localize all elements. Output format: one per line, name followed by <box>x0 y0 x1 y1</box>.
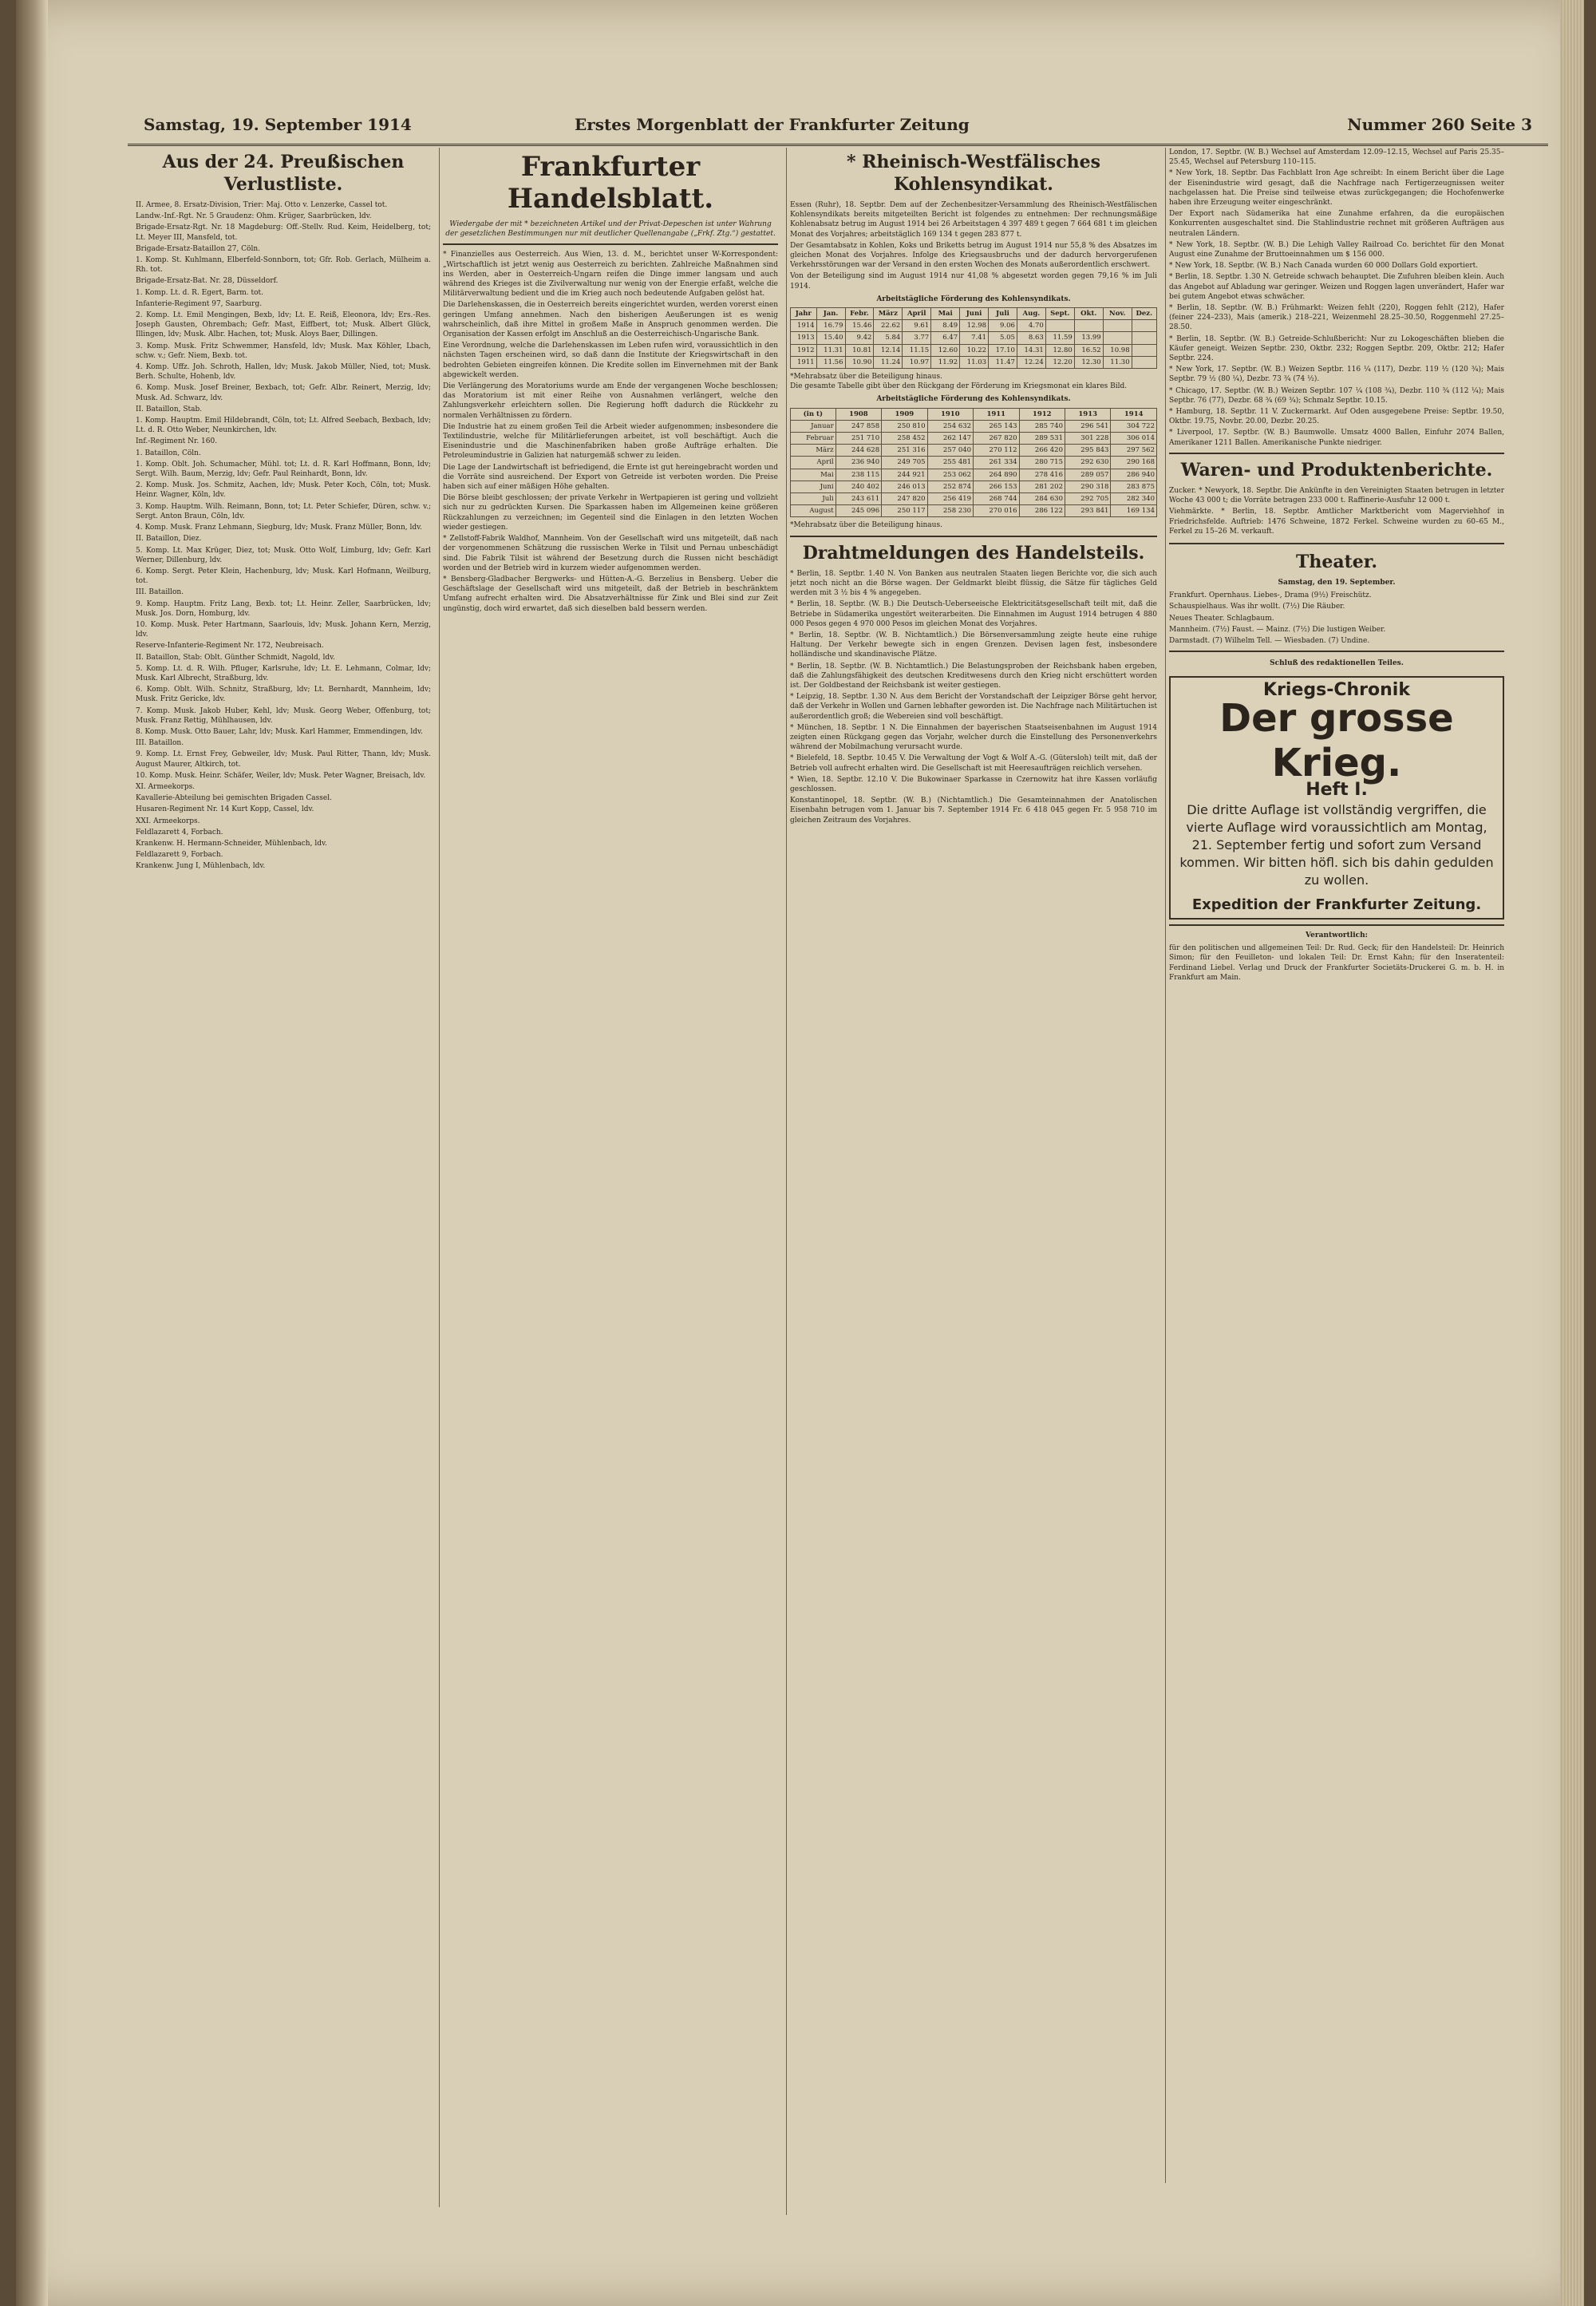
table-header-cell: Juli <box>989 308 1017 320</box>
table-cell: 296 541 <box>1065 420 1110 432</box>
theater-listing: Mannheim. (7½) Faust. — Mainz. (7½) Die lustigen Weiber. <box>1169 625 1386 634</box>
wire-report: * Wien, 18. Septbr. 12.10 V. Die Bukowinaer Sparkasse in Czernowitz hat ihre Kassen vorläufig geschlossen. <box>790 775 1157 793</box>
table-cell: 265 143 <box>974 420 1019 432</box>
table-cell: 262 147 <box>927 433 973 445</box>
table-cell <box>1103 320 1132 332</box>
theater-date: Samstag, den 19. September. <box>1278 578 1396 587</box>
goods-reports-title: Waren- und Produktenberichte. <box>1180 459 1493 481</box>
theater-listings <box>1169 591 1504 646</box>
casualty-entry: Krankenw. Jung I, Mühlenbach, ldv. <box>136 862 266 871</box>
casualty-entry: 4. Komp. Musk. Franz Lehmann, Siegburg, ldv; Musk. Franz Müller, Bonn, ldv. <box>136 524 422 532</box>
table-cell: 3.77 <box>903 332 931 344</box>
theater-listing: Neues Theater. Schlagbaum. <box>1169 614 1274 623</box>
table2-caption: Arbeitstägliche Förderung des Kohlensyndikats. <box>876 395 1071 404</box>
table-cell: 11.47 <box>989 356 1017 368</box>
table-cell: 13.99 <box>1074 332 1103 344</box>
table-cell: 282 340 <box>1111 493 1157 505</box>
table-cell: 286 940 <box>1111 469 1157 481</box>
wire-reports-title: Drahtmeldungen des Handelsteils. <box>802 542 1145 564</box>
article-paragraph: Die Verlängerung des Moratoriums wurde am Ende der vergangenen Woche beschlossen; das Moratorium ist mit einer Reihe von Ausnahmen verlängert, welche den Zahlungsverkehr erleichtern sollen. Die Regierung hofft dadurch die Rückkehr zu normalen Verhältnissen zu fördern. <box>443 382 778 420</box>
market-report: * Chicago, 17. Septbr. (W. B.) Weizen Septbr. 107 ¼ (108 ¾), Dezbr. 110 ¾ (112 ¼); Mais Septbr. 76 (77), Dezbr. 68 ¾ (69 ¾); Schmalz Septbr. 10.15. <box>1169 386 1504 405</box>
table-header-cell: April <box>903 308 931 320</box>
table-cell: 10.22 <box>960 344 989 356</box>
table-cell: 250 810 <box>882 420 927 432</box>
ad-line1: Kriegs-Chronik <box>1263 680 1410 701</box>
wire-report: * Berlin, 18. Septbr. (W. B. Nichtamtlich.) Die Belastungsproben der Reichsbank haben ergeben, daß die Zahlungsfähigkeit des deutschen Kreditwesens durch den Krieg nicht erschüttert worden ist. Der Goldbestand der Reichsbank ist weiter gestiegen. <box>790 662 1157 690</box>
table-cell: 11.56 <box>816 356 845 368</box>
market-report: London, 17. Septbr. (W. B.) Wechsel auf Amsterdam 12.09–12.15, Wechsel auf Paris 25.35–25.45, Wechsel auf Petersburg 110–115. <box>1169 148 1504 167</box>
responsible-title: Verantwortlich: <box>1306 931 1368 939</box>
table-cell: 17.10 <box>989 344 1017 356</box>
table-cell: April <box>791 457 836 469</box>
table-cell: 11.24 <box>874 356 903 368</box>
table-row <box>791 320 1157 332</box>
table-cell: 1912 <box>791 344 817 356</box>
table-cell: 268 744 <box>974 493 1019 505</box>
table-cell: 292 705 <box>1065 493 1110 505</box>
casualty-entry: 10. Komp. Musk. Peter Hartmann, Saarlouis, ldv; Musk. Johann Kern, Merzig, ldv. <box>136 620 431 639</box>
table-header-cell: 1909 <box>882 408 927 420</box>
theater-listing: Schauspielhaus. Was ihr wollt. (7½) Die Räuber. <box>1169 603 1345 611</box>
casualty-entry: 1. Komp. Lt. d. R. Egert, Barm. tot. <box>136 288 264 297</box>
casualty-entry: Brigade-Ersatz-Bataillon 27, Cöln. <box>136 244 260 253</box>
table-cell: 250 117 <box>882 505 927 517</box>
coal-syndicate-body <box>790 200 1157 291</box>
table-cell: 10.97 <box>903 356 931 368</box>
table-cell: 5.05 <box>989 332 1017 344</box>
table-cell: 12.98 <box>960 320 989 332</box>
column-markets <box>1169 148 1504 2199</box>
wire-report: * Berlin, 18. Septbr. (W. B.) Die Deutsch-Ueberseeische Elektricitätsgesellschaft teilt mit, daß die Betriebe in Südamerika ungestört weiterarbeiten. Die Einnahmen im August 1914 betrugen 4 880 000 Pesos gegen 4 970 000 Pesos im gleichen Monat des Vorjahres. <box>790 600 1157 628</box>
table-cell: 258 230 <box>927 505 973 517</box>
ad-body: Die dritte Auflage ist vollständig vergriffen, die vierte Auflage wird voraussichtlich am Montag, 21. September fertig und sofort zum Versand kommen. Wir bitten höfl. sich bis dahin gedulden zu wollen. <box>1179 801 1494 888</box>
table-cell: 22.62 <box>874 320 903 332</box>
table-cell: 266 420 <box>1019 445 1065 457</box>
table-cell: 12.14 <box>874 344 903 356</box>
advertisement-kriegs-chronik <box>1169 676 1504 920</box>
table-row <box>791 493 1157 505</box>
table-cell: 15.46 <box>845 320 874 332</box>
table-header-cell: 1911 <box>974 408 1019 420</box>
table-cell: 7.41 <box>960 332 989 344</box>
table-cell: 240 402 <box>836 481 881 492</box>
column-coal-syndicate <box>790 148 1166 2183</box>
table-cell: 9.06 <box>989 320 1017 332</box>
table-cell: 249 705 <box>882 457 927 469</box>
casualty-entry: II. Bataillon, Stab: Oblt. Günther Schmidt, Nagold, ldv. <box>136 653 336 662</box>
table-row <box>791 445 1157 457</box>
table-cell: 238 115 <box>836 469 881 481</box>
table-header-cell: 1908 <box>836 408 881 420</box>
casualty-entry: 9. Komp. Hauptm. Fritz Lang, Bexb. tot; Lt. Heinr. Zeller, Saarbrücken, ldv; Musk. Jos. Dorn, Homburg, ldv. <box>136 599 431 618</box>
casualty-entry: 5. Komp. Lt. Max Krüger, Diez, tot; Musk. Otto Wolf, Limburg, ldv; Gefr. Karl Werner, Dillenburg, ldv. <box>136 546 431 564</box>
table-cell: 8.49 <box>931 320 960 332</box>
table-cell: 252 874 <box>927 481 973 492</box>
table-cell: 1914 <box>791 320 817 332</box>
market-report: Der Export nach Südamerika hat eine Zunahme erfahren, da die europäischen Konkurrenten ausgeschaltet sind. Die Stahlindustrie rechnet mit größeren Aufträgen aus neutralen Ländern. <box>1169 210 1504 238</box>
wire-report: * München, 18. Septbr. 1 N. Die Einnahmen der bayerischen Staatseisenbahnen im August 1914 zeigten einen Rückgang gegen das Vorjahr, welcher durch die Einstellung des Personenverkehrs während der Mobilmachung verursacht wurde. <box>790 723 1157 752</box>
book-binding <box>16 0 48 2306</box>
casualty-entry: Infanterie-Regiment 97, Saarburg. <box>136 299 263 308</box>
casualty-entry: III. Bataillon. <box>136 739 184 748</box>
casualty-entry: XI. Armeekorps. <box>136 782 196 791</box>
table-cell: 258 452 <box>882 433 927 445</box>
table-header-cell: Dez. <box>1132 308 1156 320</box>
casualty-entry: 7. Komp. Musk. Jakob Huber, Kehl, ldv; Musk. Georg Weber, Offenburg, tot; Musk. Franz Rettig, Mühlhausen, ldv. <box>136 706 431 725</box>
table-header-row <box>791 408 1157 420</box>
table-cell: Mai <box>791 469 836 481</box>
casualty-entry: XXI. Armeekorps. <box>136 817 200 825</box>
casualty-entry: II. Bataillon, Stab. <box>136 405 203 413</box>
table-header-cell: Aug. <box>1017 308 1045 320</box>
table-cell: 295 843 <box>1065 445 1110 457</box>
casualty-entry: 8. Komp. Musk. Otto Bauer, Lahr, ldv; Musk. Karl Hammer, Emmendingen, ldv. <box>136 727 423 736</box>
goods-report: Viehmärkte. * Berlin, 18. Septbr. Amtlicher Marktbericht vom Magerviehhof in Friedrichsfelde. Auftrieb: 1476 Schweine, 1872 Ferkel. Schweine wurden zu 60–65 M., Ferkel zu 15–26 M. verkauft. <box>1169 508 1504 536</box>
casualty-entry: 2. Komp. Musk. Jos. Schmitz, Aachen, ldv; Musk. Peter Koch, Cöln, tot; Musk. Heinr. Wagner, Köln, ldv. <box>136 481 431 500</box>
table-cell: 9.61 <box>903 320 931 332</box>
table-cell: 290 168 <box>1111 457 1157 469</box>
table-cell: 245 096 <box>836 505 881 517</box>
casualty-entry: 6. Komp. Oblt. Wilh. Schnitz, Straßburg, ldv; Lt. Bernhardt, Mannheim, ldv; Musk. Fritz Gericke, ldv. <box>136 686 431 704</box>
header-page-number: Nummer 260 Seite 3 <box>1347 115 1532 134</box>
table-cell: 261 334 <box>974 457 1019 469</box>
goods-report: Zucker. * Newyork, 18. Septbr. Die Ankünfte in den Vereinigten Staaten betrugen in letzter Woche 43 000 t; die Vorräte betragen 233 000 t. Raffinerie-Ausfuhr 12 000 t. <box>1169 486 1504 505</box>
table-row <box>791 344 1157 356</box>
casualty-list-title: Aus der 24. Preußischen Verlustliste. <box>162 152 405 195</box>
table-cell: 6.47 <box>931 332 960 344</box>
responsible-text: für den politischen und allgemeinen Teil: Dr. Rud. Geck; für den Handelsteil: Dr. Heinrich Simon; für den Feuilleton- und lokalen Teil: Dr. Ernst Kahn; für den Inseratenteil: Ferdinand Liebel. Verlag und Druck der Frankfurter Societäts-Druckerei G. m. b. H. in Frankfurt am Main. <box>1169 944 1504 982</box>
header-edition: Erstes Morgenblatt der Frankfurter Zeitung <box>575 115 970 134</box>
market-report: * Berlin, 18. Septbr. (W. B.) Frühmarkt: Weizen fehlt (220), Roggen fehlt (212), Hafer (feiner 224–233), Mais (amerik.) 218–221, Weizenmehl 28.25–30.50, Roggenmehl 27.25–28.50. <box>1169 304 1504 332</box>
table-header-cell: Mai <box>931 308 960 320</box>
divider <box>1169 453 1504 454</box>
casualty-list-body <box>136 200 431 872</box>
table-cell: 267 820 <box>974 433 1019 445</box>
table-header-row <box>791 308 1157 320</box>
header-date: Samstag, 19. September 1914 <box>144 115 412 134</box>
table-cell: 251 316 <box>882 445 927 457</box>
table-cell: 11.03 <box>960 356 989 368</box>
casualty-entry: 6. Komp. Musk. Josef Breiner, Bexbach, tot; Gefr. Albr. Reinert, Merzig, ldv; Musk. Ad. Schwarz, ldv. <box>136 384 431 402</box>
casualty-entry: 1. Komp. Hauptm. Emil Hildebrandt, Cöln, tot; Lt. Alfred Seebach, Bexbach, ldv; Lt. d. R. Otto Weber, Neunkirchen, ldv. <box>136 417 431 435</box>
table-row <box>791 457 1157 469</box>
casualty-entry: Inf.-Regiment Nr. 160. <box>136 437 218 446</box>
table-cell: 10.81 <box>845 344 874 356</box>
table-cell: 286 122 <box>1019 505 1065 517</box>
theater-title: Theater. <box>1295 551 1377 572</box>
table2-note: *Mehrabsatz über die Beteiligung hinaus. <box>790 521 942 530</box>
table-cell: 270 112 <box>974 445 1019 457</box>
table-cell: Januar <box>791 420 836 432</box>
coal-syndicate-title: * Rheinisch-Westfälisches Kohlensyndikat. <box>847 152 1100 195</box>
table-header-cell: 1912 <box>1019 408 1065 420</box>
table-header-cell: Jahr <box>791 308 817 320</box>
table-cell: 292 630 <box>1065 457 1110 469</box>
casualty-entry: Feldlazarett 4, Forbach. <box>136 828 223 837</box>
casualty-entry: 2. Komp. Lt. Emil Mengingen, Bexb, ldv; Lt. E. Reiß, Eleonora, ldv; Ers.-Res. Joseph Gausten, Ohrembach; Gefr. Mast, Eiffbert, tot; Musk. Albert Glück, Illingen, ldv; Musk. Albr. Hachen, tot; Musk. Aloys Baer, Dillingen. <box>136 311 431 339</box>
divider <box>790 536 1157 537</box>
casualty-entry: Feldlazarett 9, Forbach. <box>136 851 223 860</box>
table-cell: 270 016 <box>974 505 1019 517</box>
casualty-entry: III. Bataillon. <box>136 588 184 597</box>
table-header-cell: Febr. <box>845 308 874 320</box>
wire-reports-body <box>790 569 1157 825</box>
casualty-entry: 3. Komp. Musk. Fritz Schwemmer, Hansfeld, ldv; Musk. Max Köhler, Lbach, schw. v.; Gefr. Niem, Bexb. tot. <box>136 342 431 360</box>
market-reports-body <box>1169 148 1504 448</box>
market-report: * Berlin, 18. Septbr. 1.30 N. Getreide schwach behauptet. Die Zufuhren bleiben klein. Auch das Angebot auf Abladung war geringer. Weizen und Roggen lagen unverändert, Hafer war bei gutem Angebot etwas schwächer. <box>1169 273 1504 301</box>
table-cell: 5.84 <box>874 332 903 344</box>
table-cell: 12.60 <box>931 344 960 356</box>
table-cell: 16.52 <box>1074 344 1103 356</box>
article-paragraph: Die Börse bleibt geschlossen; der private Verkehr in Wertpapieren ist gering und vollzieht sich nur zu gedrückten Kursen. Die Sparkassen haben im Allgemeinen keine größeren Rückzahlungen zu verzeichnen; im Gegenteil sind die Einlagen in den letzten Wochen wieder gestiegen. <box>443 494 778 532</box>
table-row <box>791 481 1157 492</box>
column-handelsblatt <box>443 148 787 2215</box>
divider <box>443 243 778 245</box>
table-cell: 290 318 <box>1065 481 1110 492</box>
table-row <box>791 332 1157 344</box>
newspaper-page <box>16 0 1584 2306</box>
casualty-entry: Brigade-Ersatz-Bat. Nr. 28, Düsseldorf. <box>136 277 279 286</box>
casualty-entry: 4. Komp. Uffz. Joh. Schroth, Hallen, ldv; Musk. Jakob Müller, Nied, tot; Musk. Berh. Schulte, Hohenb, ldv. <box>136 363 431 382</box>
goods-reports-body <box>1169 486 1504 536</box>
table-header-cell: Jan. <box>816 308 845 320</box>
table-cell: 244 628 <box>836 445 881 457</box>
market-report: * New York, 17. Septbr. (W. B.) Weizen Septbr. 116 ¼ (117), Dezbr. 119 ½ (120 ¾); Mais Septbr. 79 ½ (80 ¼), Dezbr. 73 ¾ (74 ½). <box>1169 366 1504 384</box>
table-cell: 285 740 <box>1019 420 1065 432</box>
table-cell: 257 040 <box>927 445 973 457</box>
table-header-cell: Okt. <box>1074 308 1103 320</box>
table-cell: 247 820 <box>882 493 927 505</box>
theater-section <box>1169 543 1504 652</box>
table-cell: 11.59 <box>1045 332 1074 344</box>
table-header-cell: 1914 <box>1111 408 1157 420</box>
table-row <box>791 505 1157 517</box>
casualty-entry: Krankenw. H. Hermann-Schneider, Mühlenbach, ldv. <box>136 839 327 848</box>
table-cell: 293 841 <box>1065 505 1110 517</box>
table-cell <box>1045 320 1074 332</box>
casualty-entry: II. Armee, 8. Ersatz-Division, Trier: Maj. Otto v. Lenzerke, Cassel tot. <box>136 201 388 209</box>
table-cell: 1913 <box>791 332 817 344</box>
table-cell <box>1103 332 1132 344</box>
wire-report: Konstantinopel, 18. Septbr. (W. B.) (Nichtamtlich.) Die Gesamteinnahmen der Anatolischen Eisenbahn betrugen vom 1. Januar bis 7. September 1914 Fr. 6 418 045 gegen Fr. 5 958 710 im gleichen Zeitraum des Vorjahres. <box>790 797 1157 825</box>
table-cell: 251 710 <box>836 433 881 445</box>
table-cell: 12.24 <box>1017 356 1045 368</box>
table-cell: 15.40 <box>816 332 845 344</box>
divider <box>1169 924 1504 926</box>
ad-headline: Der grosse Krieg. <box>1219 695 1454 785</box>
table-cell: Juni <box>791 481 836 492</box>
ad-publisher: Expedition der Frankfurter Zeitung. <box>1191 896 1482 913</box>
table-cell <box>1132 356 1156 368</box>
article-paragraph: Eine Verordnung, welche die Darlehenskassen im Leben rufen wird, voraussichtlich in den nächsten Tagen erscheinen wird, so daß dann die Institute der Kriegswirtschaft in den bedrohten Gebieten eingreifen können. Die Kredite sollen im Einvernehmen mit der Bank abgewickelt werden. <box>443 342 778 379</box>
table-cell: 278 416 <box>1019 469 1065 481</box>
page-header <box>128 112 1548 146</box>
table-cell: Februar <box>791 433 836 445</box>
market-report: * New York, 18. Septbr. (W. B.) Die Lehigh Valley Railroad Co. berichtet für den Monat August eine Zunahme der Bruttoeinnahmen um $ 156 000. <box>1169 240 1504 259</box>
table-cell: 289 057 <box>1065 469 1110 481</box>
casualty-entry: Husaren-Regiment Nr. 14 Kurt Kopp, Cassel, ldv. <box>136 805 314 814</box>
casualty-entry: 1. Bataillon, Cöln. <box>136 449 201 457</box>
article-paragraph: Von der Beteiligung sind im August 1914 nur 41,08 % abgesetzt worden gegen 79,16 % im Juli 1914. <box>790 272 1157 291</box>
casualty-entry: Kavallerie-Abteilung bei gemischten Brigaden Cassel. <box>136 794 332 803</box>
casualty-entry: Reserve-Infanterie-Regiment Nr. 172, Neubreisach. <box>136 642 324 651</box>
table-cell: 169 134 <box>1111 505 1157 517</box>
table-cell: 10.90 <box>845 356 874 368</box>
table-header-cell: Nov. <box>1103 308 1132 320</box>
table-row <box>791 433 1157 445</box>
table-cell: 283 875 <box>1111 481 1157 492</box>
table-cell: 264 890 <box>974 469 1019 481</box>
editorial-end-line: Schluß des redaktionellen Teiles. <box>1270 659 1404 668</box>
article-paragraph: Die Lage der Landwirtschaft ist befriedigend, die Ernte ist gut hereingebracht worden und die Vorräte sind ausreichend. Der Export von Getreide ist verboten worden. Die Preise haben sich auf einer mäßigen Höhe gehalten. <box>443 463 778 492</box>
coal-table-monthly <box>790 307 1157 369</box>
wire-report: * Berlin, 18. Septbr. 1.40 N. Von Banken aus neutralen Staaten liegen Berichte vor, die sich auch jetzt noch nicht an die Börse wagen. Der Geldmarkt bleibt flüssig, die Sätze für tägliches Geld werden mit 3 ½ bis 4 % angegeben. <box>790 569 1157 598</box>
table-cell: 244 921 <box>882 469 927 481</box>
table-header-cell: Juni <box>960 308 989 320</box>
table-cell: 297 562 <box>1111 445 1157 457</box>
table1-caption: Arbeitstägliche Förderung des Kohlensyndikats. <box>876 295 1071 303</box>
casualty-entry: II. Bataillon, Diez. <box>136 535 202 544</box>
article-paragraph: * Finanzielles aus Oesterreich. Aus Wien, 13. d. M., berichtet unser W-Korrespondent: „Wirtschaftlich ist jetzt wenig aus Oesterreich zu berichten. Zahlreiche Maßnahmen sind ins Werden, aber in Oesterreich-Ungarn reifen die Dinge immer langsam und auch während des Krieges ist die Zivilverwaltung nur wenig von der Energie erfaßt, welche die Militärverwaltung bedient und die im Krieg auch noch bedeutende Aufgaben gelöst hat. <box>443 251 778 299</box>
theater-listing: Darmstadt. (7) Wilhelm Tell. — Wiesbaden. (7) Undine. <box>1169 636 1370 645</box>
market-report: * New York, 18. Septbr. (W. B.) Nach Canada wurden 60 000 Dollars Gold exportiert. <box>1169 262 1479 271</box>
table-cell: 256 419 <box>927 493 973 505</box>
wire-report: * Berlin, 18. Septbr. (W. B. Nichtamtlich.) Die Börsenversammlung zeigte heute eine ruhige Haltung. Der Verkehr bewegte sich in engen Grenzen. Devisen lagen fest, insbesondere holländische und skandinavische Plätze. <box>790 631 1157 659</box>
market-report: * New York, 18. Septbr. Das Fachblatt Iron Age schreibt: In einem Bericht über die Lage der Eisenindustrie wird gesagt, daß die Nachfrage nach Fertigerzeugnissen weiter nachgelassen hat. Die Preise sind teilweise etwas zurückgegangen; die Hochofenwerke haben ihre Erzeugung weiter eingeschränkt. <box>1169 169 1504 208</box>
article-paragraph: Die Darlehenskassen, die in Oesterreich bereits eingerichtet wurden, werden vorerst einen geringen Umfang annehmen. Nach den bisherigen Aeußerungen ist es wenig wahrscheinlich, daß ihre Mittel in großem Maße in Anspruch genommen werden. Die Organisation der Kassen erfolgt im Anschluß an die Oesterreichisch-Ungarische Bank. <box>443 301 778 339</box>
table-cell: 10.98 <box>1103 344 1132 356</box>
table-cell: 11.30 <box>1103 356 1132 368</box>
casualty-entry: Brigade-Ersatz-Rgt. Nr. 18 Magdeburg: Off.-Stellv. Rud. Keim, Heidelberg, tot; Lt. Meyer III, Mansfeld, tot. <box>136 223 431 242</box>
column-casualty-list <box>136 148 440 2207</box>
table-cell: 12.80 <box>1045 344 1074 356</box>
table-cell <box>1132 320 1156 332</box>
table-cell: 243 611 <box>836 493 881 505</box>
article-paragraph: Der Gesamtabsatz in Kohlen, Koks und Briketts betrug im August 1914 nur 55,8 % des Absatzes im gleichen Monat des Vorjahres. Infolge des Kriegsausbruchs und der dadurch hervorgerufenen Verkehrsstörungen war der Versand in den ersten Wochen des Monats außerordentlich erschwert. <box>790 241 1157 270</box>
article-paragraph: Essen (Ruhr), 18. Septbr. Dem auf der Zechenbesitzer-Versammlung des Rheinisch-Westfälischen Kohlensyndikats bereits mitgeteilten Bericht ist folgendes zu entnehmen: Der rechnungsmäßige Kohlenabsatz betrug im August 1914 bei 26 Arbeitstagen 4 397 489 t gegen 7 664 681 t im gleichen Monat des Vorjahres; arbeitstäglich 169 134 t gegen 283 877 t. <box>790 201 1157 239</box>
casualty-entry: 5. Komp. Lt. d. R. Wilh. Pfluger, Karlsruhe, ldv; Lt. E. Lehmann, Colmar, ldv; Musk. Karl Albrecht, Straßburg, ldv. <box>136 664 431 682</box>
table-header-cell: 1910 <box>927 408 973 420</box>
casualty-entry: 1. Komp. Oblt. Joh. Schumacher, Mühl. tot; Lt. d. R. Karl Hoffmann, Bonn, ldv; Sergt. Wilh. Baum, Merzig, ldv; Gefr. Paul Reinhardt, Bonn, ldv. <box>136 460 431 479</box>
casualty-entry: 3. Komp. Hauptm. Wilh. Reimann, Bonn, tot; Lt. Peter Schiefer, Düren, schw. v.; Sergt. Anton Braun, Cöln, ldv. <box>136 502 431 520</box>
handelsblatt-notice: Wiedergabe der mit * bezeichneten Artikel und der Privat-Depeschen ist unter Wahrung der gesetzlichen Bestimmungen nur mit deutlicher Quellenangabe („Frkf. Ztg.“) gestattet. <box>445 220 776 239</box>
casualty-entry: 9. Komp. Lt. Ernst Frey, Gebweiler, ldv; Musk. Paul Ritter, Thann, ldv; Musk. August Maurer, Altkirch, tot. <box>136 750 431 769</box>
table-cell: 11.92 <box>931 356 960 368</box>
table-cell: 4.70 <box>1017 320 1045 332</box>
table-cell: 11.31 <box>816 344 845 356</box>
table-cell: 266 153 <box>974 481 1019 492</box>
table-cell: 1911 <box>791 356 817 368</box>
article-paragraph: * Bensberg-Gladbacher Bergwerks- und Hütten-A.-G. Berzelius in Bensberg. Ueber die Geschäftslage der Gesellschaft wird uns mitgeteilt, daß der Betrieb in beschränktem Umfang aufrecht erhalten wird. Die Absatzverhältnisse für Zink und Blei sind zur Zeit ungünstig, doch wird erwartet, daß sich dieselben bald bessern werden. <box>443 575 778 613</box>
table-cell: Juli <box>791 493 836 505</box>
table-cell: 236 940 <box>836 457 881 469</box>
table-cell: 254 632 <box>927 420 973 432</box>
table-cell: 280 715 <box>1019 457 1065 469</box>
table-cell <box>1074 320 1103 332</box>
table-header-cell: 1913 <box>1065 408 1110 420</box>
casualty-entry: 10. Komp. Musk. Heinr. Schäfer, Weiler, ldv; Musk. Peter Wagner, Breisach, ldv. <box>136 771 426 780</box>
table-cell: März <box>791 445 836 457</box>
handelsblatt-title: Frankfurter Handelsblatt. <box>507 151 714 215</box>
table-cell: 289 531 <box>1019 433 1065 445</box>
table-header-cell: März <box>874 308 903 320</box>
table-cell: 304 722 <box>1111 420 1157 432</box>
market-report: * Berlin, 18. Septbr. (W. B.) Getreide-Schlußbericht: Nur zu Lokogeschäften blieben die Käufer geneigt. Weizen Septbr. 230, Oktbr. 232; Roggen Septbr. 209, Oktbr. 212; Hafer Septbr. 224. <box>1169 334 1504 363</box>
casualty-entry: 1. Komp. St. Kuhlmann, Elberfeld-Sonnborn, tot; Gfr. Rob. Gerlach, Mülheim a. Rh. tot. <box>136 256 431 275</box>
table-cell <box>1132 332 1156 344</box>
casualty-entry: Landw.-Inf.-Rgt. Nr. 5 Graudenz: Ohm. Krüger, Saarbrücken, ldv. <box>136 212 372 221</box>
table-cell: August <box>791 505 836 517</box>
table-cell: 306 014 <box>1111 433 1157 445</box>
ad-issue: Heft I. <box>1306 779 1368 800</box>
handelsblatt-body <box>443 250 778 613</box>
table1-note: *Mehrabsatz über die Beteiligung hinaus. <box>790 373 942 382</box>
table-cell: 9.42 <box>845 332 874 344</box>
table-row <box>791 356 1157 368</box>
table-section-text: Die gesamte Tabelle gibt über den Rückgang der Förderung im Kriegsmonat ein klares Bild. <box>790 382 1128 391</box>
coal-table-yearly <box>790 408 1157 518</box>
table-cell: 255 481 <box>927 457 973 469</box>
table-cell: 11.15 <box>903 344 931 356</box>
market-report: * Liverpool, 17. Septbr. (W. B.) Baumwolle. Umsatz 4000 Ballen, Einfuhr 2074 Ballen, Amerikaner 1211 Ballen. Amerikanische Punkte niedriger. <box>1169 429 1504 447</box>
table-cell: 16.79 <box>816 320 845 332</box>
table-cell: 281 202 <box>1019 481 1065 492</box>
table-header-cell: Sept. <box>1045 308 1074 320</box>
table-row <box>791 420 1157 432</box>
table-cell: 246 013 <box>882 481 927 492</box>
table-cell: 12.30 <box>1074 356 1103 368</box>
page-stack-edge <box>1560 0 1584 2306</box>
table-cell: 284 630 <box>1019 493 1065 505</box>
theater-listing: Frankfurt. Opernhaus. Liebes-, Drama (9½) Freischütz. <box>1169 591 1372 600</box>
table-cell <box>1132 344 1156 356</box>
table-cell: 14.31 <box>1017 344 1045 356</box>
table-row <box>791 469 1157 481</box>
table-header-cell: (in t) <box>791 408 836 420</box>
market-report: * Hamburg, 18. Septbr. 11 V. Zuckermarkt. Auf Oden ausgegebene Preise: Septbr. 19.50, Oktbr. 19.75, Novbr. 20.00, Dezbr. 20.25. <box>1169 408 1504 426</box>
article-paragraph: * Zellstoff-Fabrik Waldhof, Mannheim. Von der Gesellschaft wird uns mitgeteilt, daß nach der vorgenommenen Schätzung die russischen Werke in Tilsit und Pernau unbeschädigt sind. Die Fabrik Tilsit ist während der Besetzung durch die Russen nicht beschädigt worden und der Betrieb wird in kurzem wieder aufgenommen werden. <box>443 535 778 572</box>
article-paragraph: Die Industrie hat zu einem großen Teil die Arbeit wieder aufgenommen; insbesondere die Textilindustrie, welche für Militärlieferungen arbeitet, ist voll beschäftigt. Auch die Eisenindustrie und die Maschinenfabriken haben große Aufträge erhalten. Die Petroleumindustrie in Galizien hat naturgemäß schwer zu leiden. <box>443 422 778 461</box>
table-cell: 253 062 <box>927 469 973 481</box>
casualty-entry: 6. Komp. Sergt. Peter Klein, Hachenburg, ldv; Musk. Karl Hofmann, Weilburg, tot. <box>136 567 431 586</box>
table-cell: 8.63 <box>1017 332 1045 344</box>
table-cell: 247 858 <box>836 420 881 432</box>
wire-report: * Bielefeld, 18. Septbr. 10.45 V. Die Verwaltung der Vogt & Wolf A.-G. (Gütersloh) teilt mit, daß der Betrieb voll aufrecht erhalten wird. Die Gesellschaft ist mit Heeresaufträgen reichlich versehen. <box>790 754 1157 773</box>
wire-report: * Leipzig, 18. Septbr. 1.30 N. Aus dem Bericht der Vorstandschaft der Leipziger Börse geht hervor, daß der Verkehr in Wollen und Garnen lebhafter geworden ist. Die Nachfrage nach Militärtuchen ist außerordentlich groß; die Webereien sind voll beschäftigt. <box>790 693 1157 721</box>
table-cell: 301 228 <box>1065 433 1110 445</box>
table-cell: 12.20 <box>1045 356 1074 368</box>
